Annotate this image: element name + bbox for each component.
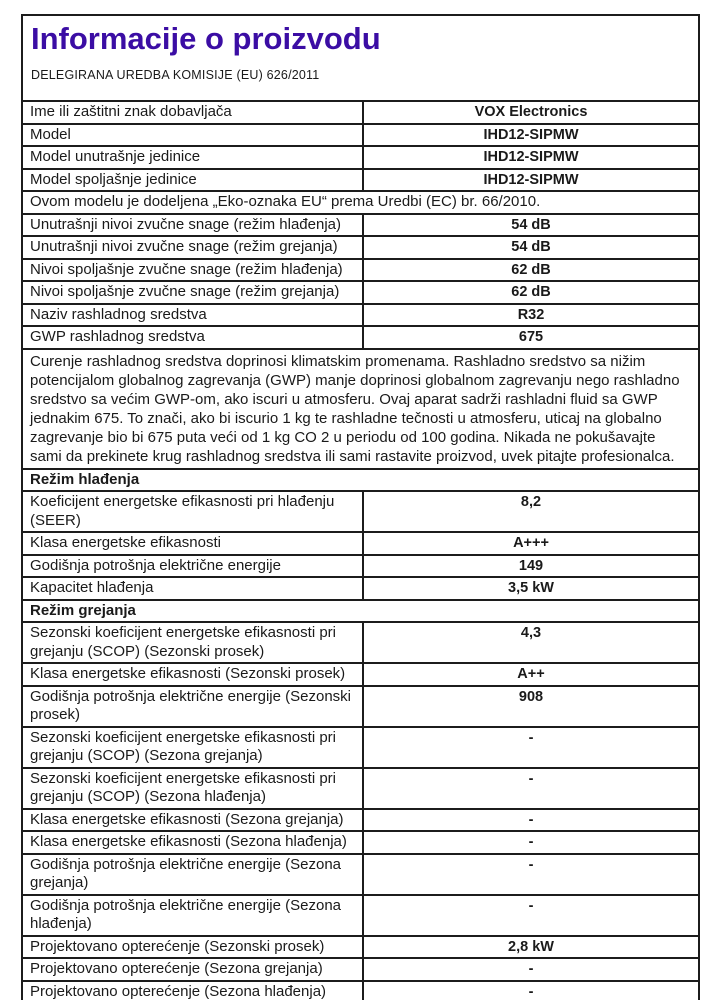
table-row-cooling-capacity xyxy=(23,576,698,599)
table-row-annual-consumption-average xyxy=(23,685,698,726)
spec-value: A+++ xyxy=(362,533,698,554)
spec-value: IHD12-SIPMW xyxy=(362,125,698,146)
spec-value: - xyxy=(362,982,698,1000)
table-row-supplier xyxy=(23,100,698,123)
product-info-table xyxy=(21,14,700,1000)
spec-label: Klasa energetske efikasnosti (Sezonski prosek) xyxy=(30,665,346,682)
table-row-energy-class-cooling xyxy=(23,531,698,554)
spec-label: Nivoi spoljašnje zvučne snage (režim grejanja) xyxy=(30,283,340,300)
spec-label: Sezonski koeficijent energetske efikasnosti pri grejanju (SCOP) (Sezona grejanja) xyxy=(30,728,336,764)
spec-label: Naziv rashladnog sredstva xyxy=(30,305,207,323)
table-row-refrigerant-gwp xyxy=(23,325,698,348)
spec-value: 3,5 kW xyxy=(362,578,698,599)
spec-value: - xyxy=(362,896,698,935)
spec-value: - xyxy=(362,810,698,831)
table-row-refrigerant-name xyxy=(23,303,698,326)
table-row-ecolabel-note xyxy=(23,190,698,213)
spec-label: Godišnja potrošnja električne energije (Sezona grejanja) xyxy=(30,855,342,891)
spec-label: Projektovano opterećenje (Sezona grejanja) xyxy=(30,960,323,977)
spec-label: Ime ili zaštitni znak dobavljača xyxy=(30,103,232,120)
table-header-cell xyxy=(23,16,698,100)
spec-label: Klasa energetske efikasnosti xyxy=(30,534,221,551)
table-row-indoor-model xyxy=(23,145,698,168)
spec-value: 54 dB xyxy=(362,215,698,236)
spec-value: 4,3 xyxy=(362,623,698,662)
spec-label: Unutrašnji nivoi zvučne snage (režim hlađenja) xyxy=(30,215,341,233)
spec-label: Klasa energetske efikasnosti (Sezona grejanja) xyxy=(30,810,344,828)
spec-label: GWP rashladnog sredstva xyxy=(30,328,205,345)
spec-value: - xyxy=(362,769,698,808)
spec-value: 2,8 kW xyxy=(362,937,698,958)
spec-value: IHD12-SIPMW xyxy=(362,170,698,191)
table-row-outdoor-sound-cooling xyxy=(23,258,698,281)
spec-label: Unutrašnji nivoi zvučne snage (režim grejanja) xyxy=(30,238,338,255)
spec-label: Model xyxy=(30,125,71,143)
table-row-scop-average xyxy=(23,621,698,662)
spec-value: R32 xyxy=(362,305,698,326)
section-header: Režim grejanja xyxy=(30,601,136,619)
table-row-refrigerant-paragraph xyxy=(23,348,698,468)
spec-value: 62 dB xyxy=(362,282,698,303)
spec-label: Nivoi spoljašnje zvučne snage (režim hlađenja) xyxy=(30,260,343,278)
spec-label: Model spoljašnje jedinice xyxy=(30,170,197,188)
table-row-scop-warmer xyxy=(23,726,698,767)
table-row-annual-consumption-colder xyxy=(23,894,698,935)
table-row-indoor-sound-cooling xyxy=(23,213,698,236)
table-row-design-load-colder xyxy=(23,980,698,1000)
spec-value: 8,2 xyxy=(362,492,698,531)
spec-value: - xyxy=(362,959,698,980)
table-row-indoor-sound-heating xyxy=(23,235,698,258)
note-text: Ovom modelu je dodeljena „Eko-oznaka EU“ prema Uredbi (EC) br. 66/2010. xyxy=(30,193,541,210)
refrigerant-warning-text: Curenje rashladnog sredstva doprinosi klimatskim promenama. Rashladno sredstvo sa nižim potencijalom globalnog zagrevanja (GWP) manje doprinosi globalnom zagrevanju nego rashladno sredstvo sa većim GWP-om, ako iscuri u atmosferu. Ovaj aparat sadrži rashladni fluid sa GWP jednakim 675. To znači, ako bi iscurio 1 kg te rashladne tečnosti u atmosferu, uticaj na globalno zagrevanje bio bi 675 puta veći od 1 kg CO 2 u periodu od 100 godina. Nikada ne pokušavajte sami da prekinete krug rashladnog sredstva ili sami rastavite proizvod, uvek pitajte profesionalca. xyxy=(30,352,680,465)
page-title: Informacije o proizvodu xyxy=(31,21,381,56)
regulation-subtitle: DELEGIRANA UREDBA KOMISIJE (EU) 626/2011 xyxy=(31,68,320,82)
spec-value: - xyxy=(362,855,698,894)
spec-label: Kapacitet hlađenja xyxy=(30,579,154,596)
spec-value: 62 dB xyxy=(362,260,698,281)
spec-label: Model unutrašnje jedinice xyxy=(30,148,201,165)
table-section-cooling-mode xyxy=(23,468,698,491)
spec-value: 908 xyxy=(362,687,698,726)
spec-label: Koeficijent energetske efikasnosti pri hlađenju (SEER) xyxy=(30,493,335,529)
table-row-energy-class-colder xyxy=(23,830,698,853)
spec-value: A++ xyxy=(362,664,698,685)
table-row-outdoor-sound-heating xyxy=(23,280,698,303)
spec-label: Godišnja potrošnja električne energije xyxy=(30,556,281,574)
spec-value: - xyxy=(362,832,698,853)
table-row-design-load-warmer xyxy=(23,957,698,980)
spec-value: IHD12-SIPMW xyxy=(362,147,698,168)
spec-label: Klasa energetske efikasnosti (Sezona hlađenja) xyxy=(30,833,347,850)
spec-value: VOX Electronics xyxy=(362,102,698,123)
spec-label: Godišnja potrošnja električne energije (Sezonski prosek) xyxy=(30,687,352,723)
table-row-energy-class-average xyxy=(23,662,698,685)
spec-value: 149 xyxy=(362,556,698,577)
section-header: Režim hlađenja xyxy=(30,470,140,488)
table-row-design-load-average xyxy=(23,935,698,958)
table-row-scop-colder xyxy=(23,767,698,808)
spec-label: Projektovano opterećenje (Sezonski prosek) xyxy=(30,937,325,955)
table-row-outdoor-model xyxy=(23,168,698,191)
spec-label: Projektovano opterećenje (Sezona hlađenja) xyxy=(30,982,327,1000)
table-row-seer xyxy=(23,490,698,531)
spec-label: Sezonski koeficijent energetske efikasnosti pri grejanju (SCOP) (Sezonski prosek) xyxy=(30,624,336,660)
table-section-heating-mode xyxy=(23,599,698,622)
table-row-annual-consumption-warmer xyxy=(23,853,698,894)
table-row-annual-consumption-cooling xyxy=(23,554,698,577)
spec-value: - xyxy=(362,728,698,767)
table-row-model xyxy=(23,123,698,146)
table-row-energy-class-warmer xyxy=(23,808,698,831)
spec-label: Sezonski koeficijent energetske efikasnosti pri grejanju (SCOP) (Sezona hlađenja) xyxy=(30,769,336,805)
spec-label: Godišnja potrošnja električne energije (Sezona hlađenja) xyxy=(30,896,342,932)
spec-value: 54 dB xyxy=(362,237,698,258)
spec-value: 675 xyxy=(362,327,698,348)
